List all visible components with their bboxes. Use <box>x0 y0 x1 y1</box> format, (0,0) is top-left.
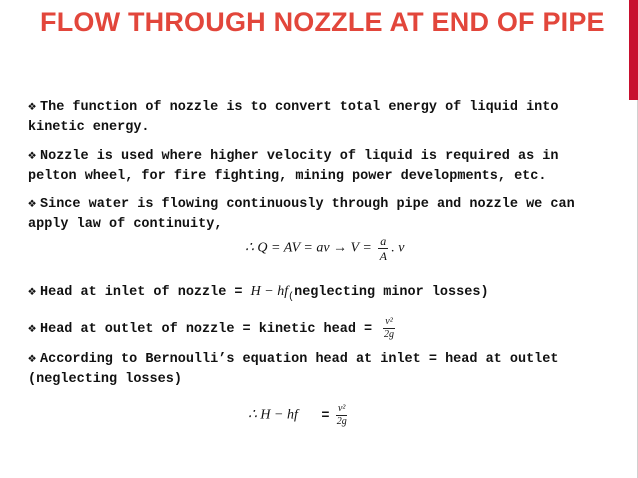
fraction-numerator: a <box>380 234 387 248</box>
continuity-equation <box>245 234 405 263</box>
paragraph-text: The function of nozzle is to convert total energy of liquid into kinetic energy. <box>28 100 559 135</box>
bullet-paragraph-4 <box>28 282 613 308</box>
diamond-bullet-icon: ❖ <box>28 322 37 338</box>
diamond-bullet-icon: ❖ <box>28 197 37 212</box>
bullet-paragraph-6 <box>28 350 613 390</box>
bullet-paragraph-2 <box>28 147 613 187</box>
paragraph-text: According to Bernoulli’s equation head at inlet = head at outlet (neglecting losses) <box>28 352 559 387</box>
final-equation <box>248 403 350 428</box>
diamond-bullet-icon: ❖ <box>28 149 37 164</box>
bullet-paragraph-5 <box>28 316 613 341</box>
fraction-numerator: v² <box>385 316 393 327</box>
equation-lhs: ∴ H − hf <box>248 407 298 423</box>
equation-tail: . v <box>391 240 405 256</box>
diamond-bullet-icon: ❖ <box>28 100 37 115</box>
accent-bar <box>629 0 638 100</box>
fraction-denominator: 2g <box>383 329 394 340</box>
diamond-bullet-icon: ❖ <box>28 352 37 367</box>
paragraph-text: Head at inlet of nozzle = <box>40 285 251 300</box>
fraction <box>336 403 347 428</box>
equals-sign: = <box>321 408 330 424</box>
fraction-denominator: 2g <box>336 416 347 427</box>
paragraph-text: Since water is flowing continuously through pipe and nozzle we can apply law of continuity, <box>28 197 575 232</box>
inline-math: H − hf <box>250 284 289 299</box>
fraction-denominator: A <box>379 249 387 263</box>
fraction-numerator: v² <box>337 403 346 414</box>
fraction <box>378 234 388 263</box>
equation-lhs: ∴ Q = AV = av → V = <box>245 240 376 256</box>
slide-title: FLOW THROUGH NOZZLE AT END OF PIPE <box>40 7 605 37</box>
bullet-paragraph-1 <box>28 98 613 138</box>
open-paren: ( <box>288 292 295 303</box>
paragraph-text: Head at outlet of nozzle = kinetic head = <box>40 322 381 338</box>
paragraph-text: Nozzle is used where higher velocity of liquid is required as in pelton wheel, for fire fighting, mining power developments, etc. <box>28 149 559 184</box>
kinetic-fraction <box>383 316 394 341</box>
paragraph-tail: neglecting minor losses) <box>294 285 489 300</box>
bullet-paragraph-3 <box>28 195 613 235</box>
diamond-bullet-icon: ❖ <box>28 285 37 300</box>
